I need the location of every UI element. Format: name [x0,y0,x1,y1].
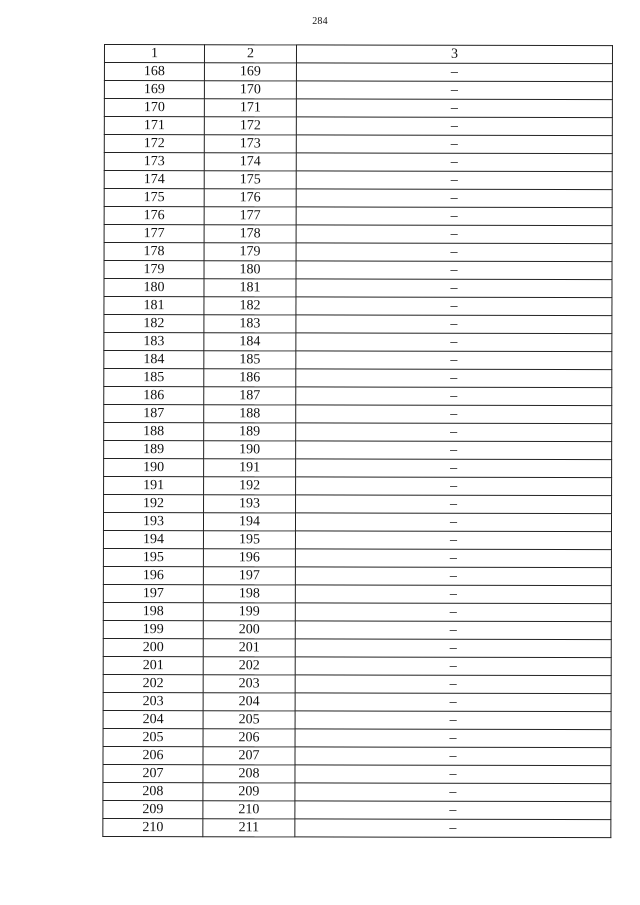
table-cell-col-3: – [296,369,612,388]
table-cell-col-1: 201 [103,656,203,674]
table-header [104,45,612,64]
table-cell-col-3: – [296,261,612,280]
table-cell-col-2: 192 [204,477,296,495]
table-row [103,674,611,693]
table-row [104,369,612,388]
table-cell-col-1: 194 [103,531,203,549]
table-row [104,225,612,244]
table-cell-col-3: – [295,657,611,676]
table-cell-col-3: – [296,477,612,496]
table-row [104,63,612,82]
table-header-row [104,45,612,64]
table-cell-col-3: – [295,567,611,586]
table-cell-col-1: 177 [104,225,204,243]
table-row [104,405,612,424]
table-cell-col-2: 211 [203,819,295,837]
table-cell-col-1: 192 [104,495,204,513]
table-row [103,764,611,783]
table-cell-col-2: 207 [203,747,295,765]
table-row [104,279,612,298]
table-cell-col-3: – [295,531,611,550]
data-table [102,44,613,838]
table-cell-col-2: 198 [203,585,295,603]
table-cell-col-3: – [296,171,612,190]
table-cell-col-1: 182 [104,315,204,333]
table-row [103,531,611,550]
table-cell-col-1: 168 [104,63,204,81]
table-cell-col-2: 202 [203,657,295,675]
table-cell-col-2: 178 [204,225,296,243]
table-cell-col-1: 200 [103,638,203,656]
table-cell-col-2: 179 [204,243,296,261]
column-header-1: 1 [104,45,204,63]
table-cell-col-3: – [295,639,611,658]
table-cell-col-3: – [296,207,612,226]
table-cell-col-1: 173 [104,153,204,171]
table-cell-col-2: 206 [203,729,295,747]
table-cell-col-2: 181 [204,279,296,297]
table-row [104,117,612,136]
table-cell-col-2: 173 [204,135,296,153]
table-cell-col-1: 203 [103,692,203,710]
table-cell-col-2: 172 [204,117,296,135]
table-cell-col-1: 199 [103,620,203,638]
table-cell-col-1: 206 [103,746,203,764]
table-cell-col-2: 204 [203,693,295,711]
table-row [103,746,611,765]
column-header-3: 3 [296,45,612,64]
table-row [104,387,612,406]
table-row [103,638,611,657]
table-cell-col-1: 185 [104,369,204,387]
table-row [104,207,612,226]
table-cell-col-1: 180 [104,279,204,297]
table-cell-col-3: – [296,297,612,316]
table-cell-col-3: – [296,99,612,118]
table-cell-col-3: – [295,513,611,532]
table-cell-col-1: 181 [104,297,204,315]
table-cell-col-3: – [296,387,612,406]
table-cell-col-2: 174 [204,153,296,171]
table-cell-col-1: 188 [104,423,204,441]
table-body [103,63,613,838]
table-cell-col-3: – [296,315,612,334]
table-cell-col-2: 199 [203,603,295,621]
table-row [103,710,611,729]
table-cell-col-2: 183 [204,315,296,333]
table-row [104,99,612,118]
table-row [104,153,612,172]
table-cell-col-2: 203 [203,675,295,693]
table-cell-col-3: – [296,459,612,478]
table-cell-col-1: 207 [103,764,203,782]
table-cell-col-3: – [296,225,612,244]
table-cell-col-1: 193 [103,513,203,531]
table-cell-col-1: 202 [103,674,203,692]
table-cell-col-3: – [295,765,611,784]
table-cell-col-3: – [295,621,611,640]
table-cell-col-2: 195 [203,531,295,549]
table-cell-col-3: – [296,243,612,262]
table-cell-col-1: 179 [104,261,204,279]
table-cell-col-2: 185 [204,351,296,369]
table-cell-col-3: – [296,333,612,352]
table-row [103,548,611,567]
table-cell-col-2: 187 [204,387,296,405]
table-cell-col-2: 201 [203,639,295,657]
table-cell-col-3: – [296,351,612,370]
table-row [103,728,611,747]
table-cell-col-2: 184 [204,333,296,351]
table-cell-col-3: – [296,423,612,442]
table-cell-col-1: 176 [104,207,204,225]
table-row [104,171,612,190]
table-row [104,441,612,460]
table-cell-col-1: 209 [103,800,203,818]
table-cell-col-2: 210 [203,801,295,819]
table-cell-col-2: 171 [204,99,296,117]
table-cell-col-1: 187 [104,405,204,423]
table-cell-col-2: 193 [204,495,296,513]
table-cell-col-1: 196 [103,566,203,584]
table-cell-col-3: – [295,783,611,802]
table-cell-col-1: 171 [104,117,204,135]
table-cell-col-2: 194 [203,513,295,531]
table-cell-col-3: – [295,747,611,766]
table-cell-col-1: 184 [104,351,204,369]
table-cell-col-1: 172 [104,135,204,153]
table-row [103,692,611,711]
table-row [103,584,611,603]
table-cell-col-2: 170 [204,81,296,99]
table-row [104,81,612,100]
table-cell-col-2: 205 [203,711,295,729]
table-cell-col-1: 210 [103,818,203,836]
table-row [104,297,612,316]
table-row [103,620,611,639]
table-cell-col-3: – [295,801,611,820]
table-cell-col-1: 186 [104,387,204,405]
table-cell-col-1: 169 [104,81,204,99]
table-cell-col-2: 177 [204,207,296,225]
table-row [104,333,612,352]
table-cell-col-2: 182 [204,297,296,315]
table-cell-col-1: 191 [104,477,204,495]
table-row [104,189,612,208]
table-cell-col-3: – [296,117,612,136]
table-cell-col-3: – [296,279,612,298]
table-cell-col-2: 196 [203,549,295,567]
table-row [104,243,612,262]
table-cell-col-3: – [295,675,611,694]
table-cell-col-2: 180 [204,261,296,279]
table-cell-col-2: 189 [204,423,296,441]
column-header-2: 2 [204,45,296,63]
table-row [104,423,612,442]
table-cell-col-2: 197 [203,567,295,585]
table-cell-col-3: – [296,405,612,424]
page-number: 284 [312,16,328,27]
table-row [103,800,611,819]
table-cell-col-3: – [296,441,612,460]
table-cell-col-2: 188 [204,405,296,423]
table-cell-col-2: 208 [203,765,295,783]
table-cell-col-3: – [296,495,612,514]
table-cell-col-1: 204 [103,710,203,728]
table-cell-col-1: 195 [103,548,203,566]
table-cell-col-1: 175 [104,189,204,207]
table-row [104,495,612,514]
table-cell-col-1: 198 [103,602,203,620]
table-row [104,459,612,478]
table-cell-col-1: 189 [104,441,204,459]
table-cell-col-3: – [295,603,611,622]
table-cell-col-3: – [296,153,612,172]
table-cell-col-2: 169 [204,63,296,81]
table-cell-col-1: 190 [104,459,204,477]
table-row [103,602,611,621]
table-cell-col-3: – [296,135,612,154]
table-cell-col-1: 170 [104,99,204,117]
table-row [104,351,612,370]
table-cell-col-2: 191 [204,459,296,477]
table-row [104,315,612,334]
table-cell-col-1: 178 [104,243,204,261]
table-row [103,656,611,675]
table-cell-col-3: – [295,729,611,748]
table-cell-col-1: 174 [104,171,204,189]
table-row [104,135,612,154]
table-row [104,261,612,280]
table-cell-col-3: – [296,189,612,208]
table-cell-col-1: 208 [103,782,203,800]
table-row [103,818,611,837]
table-cell-col-1: 205 [103,728,203,746]
table-cell-col-1: 197 [103,584,203,602]
table-cell-col-3: – [295,819,611,838]
table-row [103,782,611,801]
table-cell-col-2: 200 [203,621,295,639]
table-row [104,477,612,496]
table-cell-col-2: 175 [204,171,296,189]
table-row [103,566,611,585]
table-cell-col-3: – [295,711,611,730]
table-cell-col-3: – [295,693,611,712]
table-cell-col-2: 190 [204,441,296,459]
table-cell-col-2: 176 [204,189,296,207]
table-cell-col-2: 209 [203,783,295,801]
table-cell-col-3: – [295,549,611,568]
table-cell-col-3: – [295,585,611,604]
table-cell-col-3: – [296,81,612,100]
table-row [103,513,611,532]
table-cell-col-3: – [296,63,612,82]
table-cell-col-2: 186 [204,369,296,387]
table-cell-col-1: 183 [104,333,204,351]
